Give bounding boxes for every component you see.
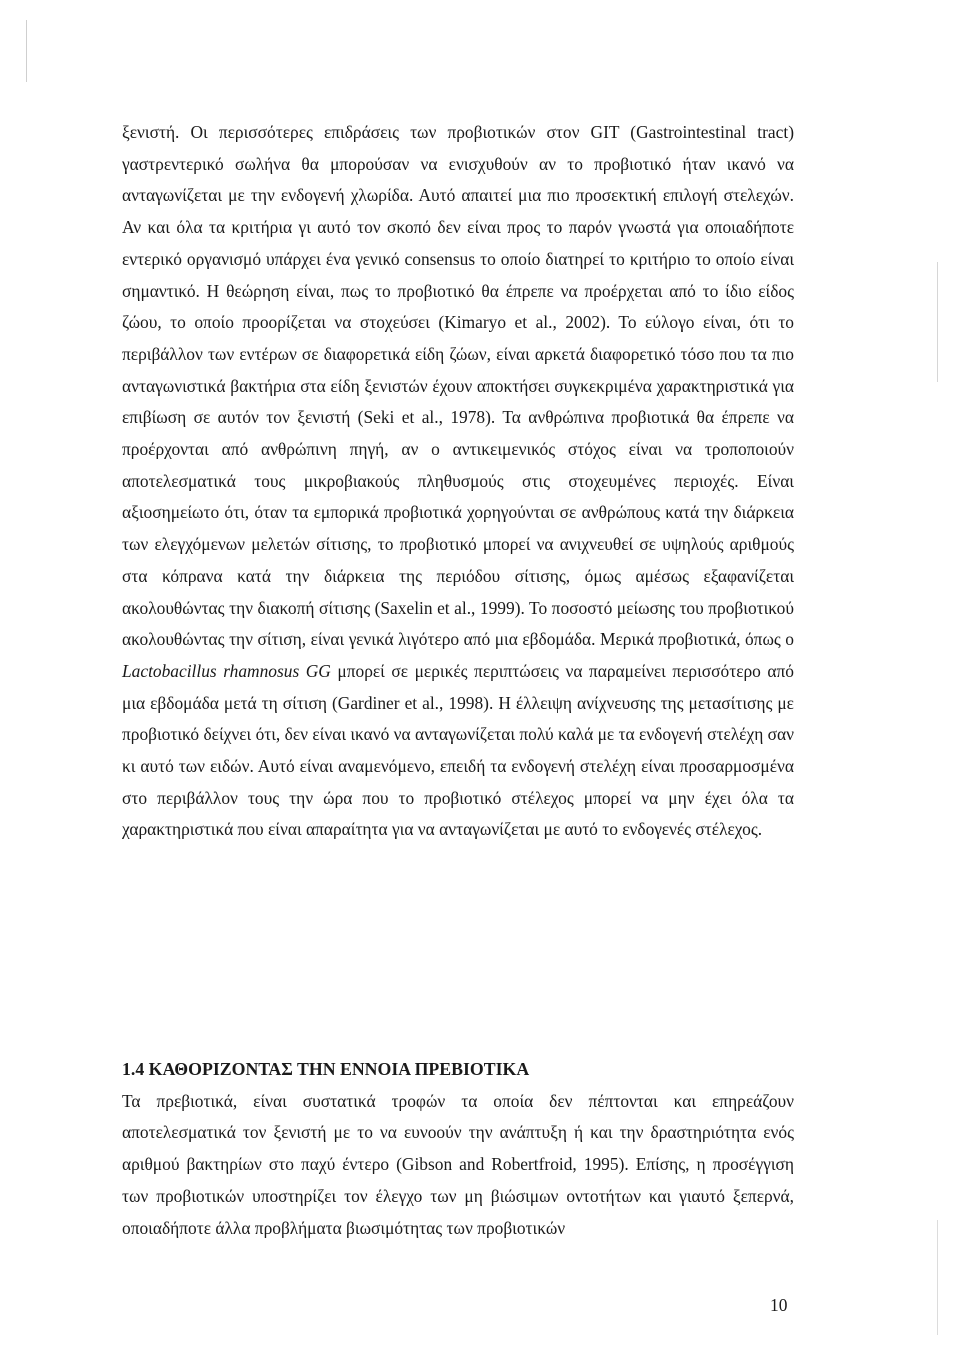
body-paragraph <box>122 117 794 846</box>
page-number: 10 <box>770 1295 788 1315</box>
section-heading: 1.4 ΚΑΘΟΡΙΖΟΝΤΑΣ ΤΗΝ ΕΝΝΟΙΑ ΠΡΕΒΙΟΤΙΚΑ <box>122 1059 530 1079</box>
paragraph-text: ξενιστή. Οι περισσότερες επιδράσεις των προβιοτικών στον GIT (Gastrointestinal tract) γαστρεντερικό σωλήνα θα μπορούσαν να ενισχυθούν αν το προβιοτικό ήταν ικανό να ανταγωνίζεται με την ενδογενή χλωρίδα. Αυτό απαιτεί μια πιο προσεκτική επιλογή στελεχών. Αν και όλα τα κριτήρια γι αυτό τον σκοπό δεν είναι προς το παρόν γνωστά για οποιαδήποτε εντερικό οργανισμό υπάρχει ένα γενικό consensus το οποίο διατηρεί το κριτήριο το οποίο είναι σημαντικό. Η θεώρηση είναι, πως το προβιοτικό θα έπρεπε να προέρχεται από το ίδιο είδος ζώου, το οποίο προορίζεται να στοχεύσει (Kimaryo et al., 2002). Το εύλογο είναι, ότι το περιβάλλον των εντέρων σε διαφορετικά είδη ζώων, είναι αρκετά διαφορετικό τόσο που τα πιο ανταγωνιστικά βακτήρια στα είδη ξενιστών έχουν αποκτήσει συγκεκριμένα χαρακτηριστικά για επιβίωση σε αυτόν τον ξενιστή (Seki et al., 1978). Τα ανθρώπινα προβιοτικά θα έπρεπε να προέρχονται από ανθρώπινη πηγή, αν ο αντικειμενικός στόχος είναι να τροποποιούν αποτελεσματικά τους μικροβιακούς πληθυσμούς στις στοχευμένες περιοχές. Είναι αξιοσημείωτο ότι, όταν τα εμπορικά προβιοτικά χορηγούνται σε ανθρώπους κατά την διάρκεια των ελεγχόμενων μελετών σίτισης, το προβιοτικό μπορεί να ανιχνευθεί σε υψηλούς αριθμούς στα κόπρανα κατά την διάρκεια της περιόδου σίτισης, όμως αμέσως εξαφανίζεται ακολουθώντας την διακοπή σίτισης (Saxelin et al., 1999). Το ποσοστό μείωσης του προβιοτικού ακολουθώντας την σίτιση, είναι γενικά λιγότερο από μια εβδομάδα. Μερικά προβιοτικά, όπως ο <box>122 122 794 650</box>
scan-edge-mark <box>26 20 27 82</box>
section-1-4 <box>122 1054 794 1244</box>
paragraph-text-continued: μπορεί σε μερικές περιπτώσεις να παραμείνει περισσότερο από μια εβδομάδα μετά τη σίτιση (Gardiner et al., 1998). Η έλλειψη ανίχνευσης της μετασίτισης με προβιοτικό δείχνει ότι, δεν είναι ικανό να ανταγωνίζεται πολύ καλά με τα ενδογενή στελέχη σαν κι αυτό των ειδών. Αυτό είναι αναμενόμενο, επειδή τα ενδογενή στελέχη είναι προσαρμοσμένα στο περιβάλλον τους την ώρα που το προβιοτικό στέλεχος μπορεί να μην έχει όλα τα χαρακτηριστικά που είναι απαραίτητα για να ανταγωνίζεται με αυτό το ενδογενές στέλεχος. <box>122 660 794 840</box>
scan-edge-mark <box>937 262 938 382</box>
species-name-italic: Lactobacillus rhamnosus GG <box>122 660 331 681</box>
scan-edge-mark <box>937 1220 938 1335</box>
body-text <box>122 117 794 846</box>
section-paragraph: Τα πρεβιοτικά, είναι συστατικά τροφών τα οποία δεν πέπτονται και επηρεάζουν αποτελεσματικά τον ξενιστή με το να ευνοούν την ανάπτυξη ή και την δραστηριότητα ενός αριθμού βακτηρίων στο παχύ έντερο (Gibson and Robertfroid, 1995). Επίσης, η προσέγγιση των προβιοτικών υποστηρίζει τον έλεγχο των μη βιώσιμων οντοτήτων και γιαυτό ξεπερνά, οποιαδήποτε άλλα προβλήματα βιωσιμότητας των προβιοτικών <box>122 1090 794 1238</box>
